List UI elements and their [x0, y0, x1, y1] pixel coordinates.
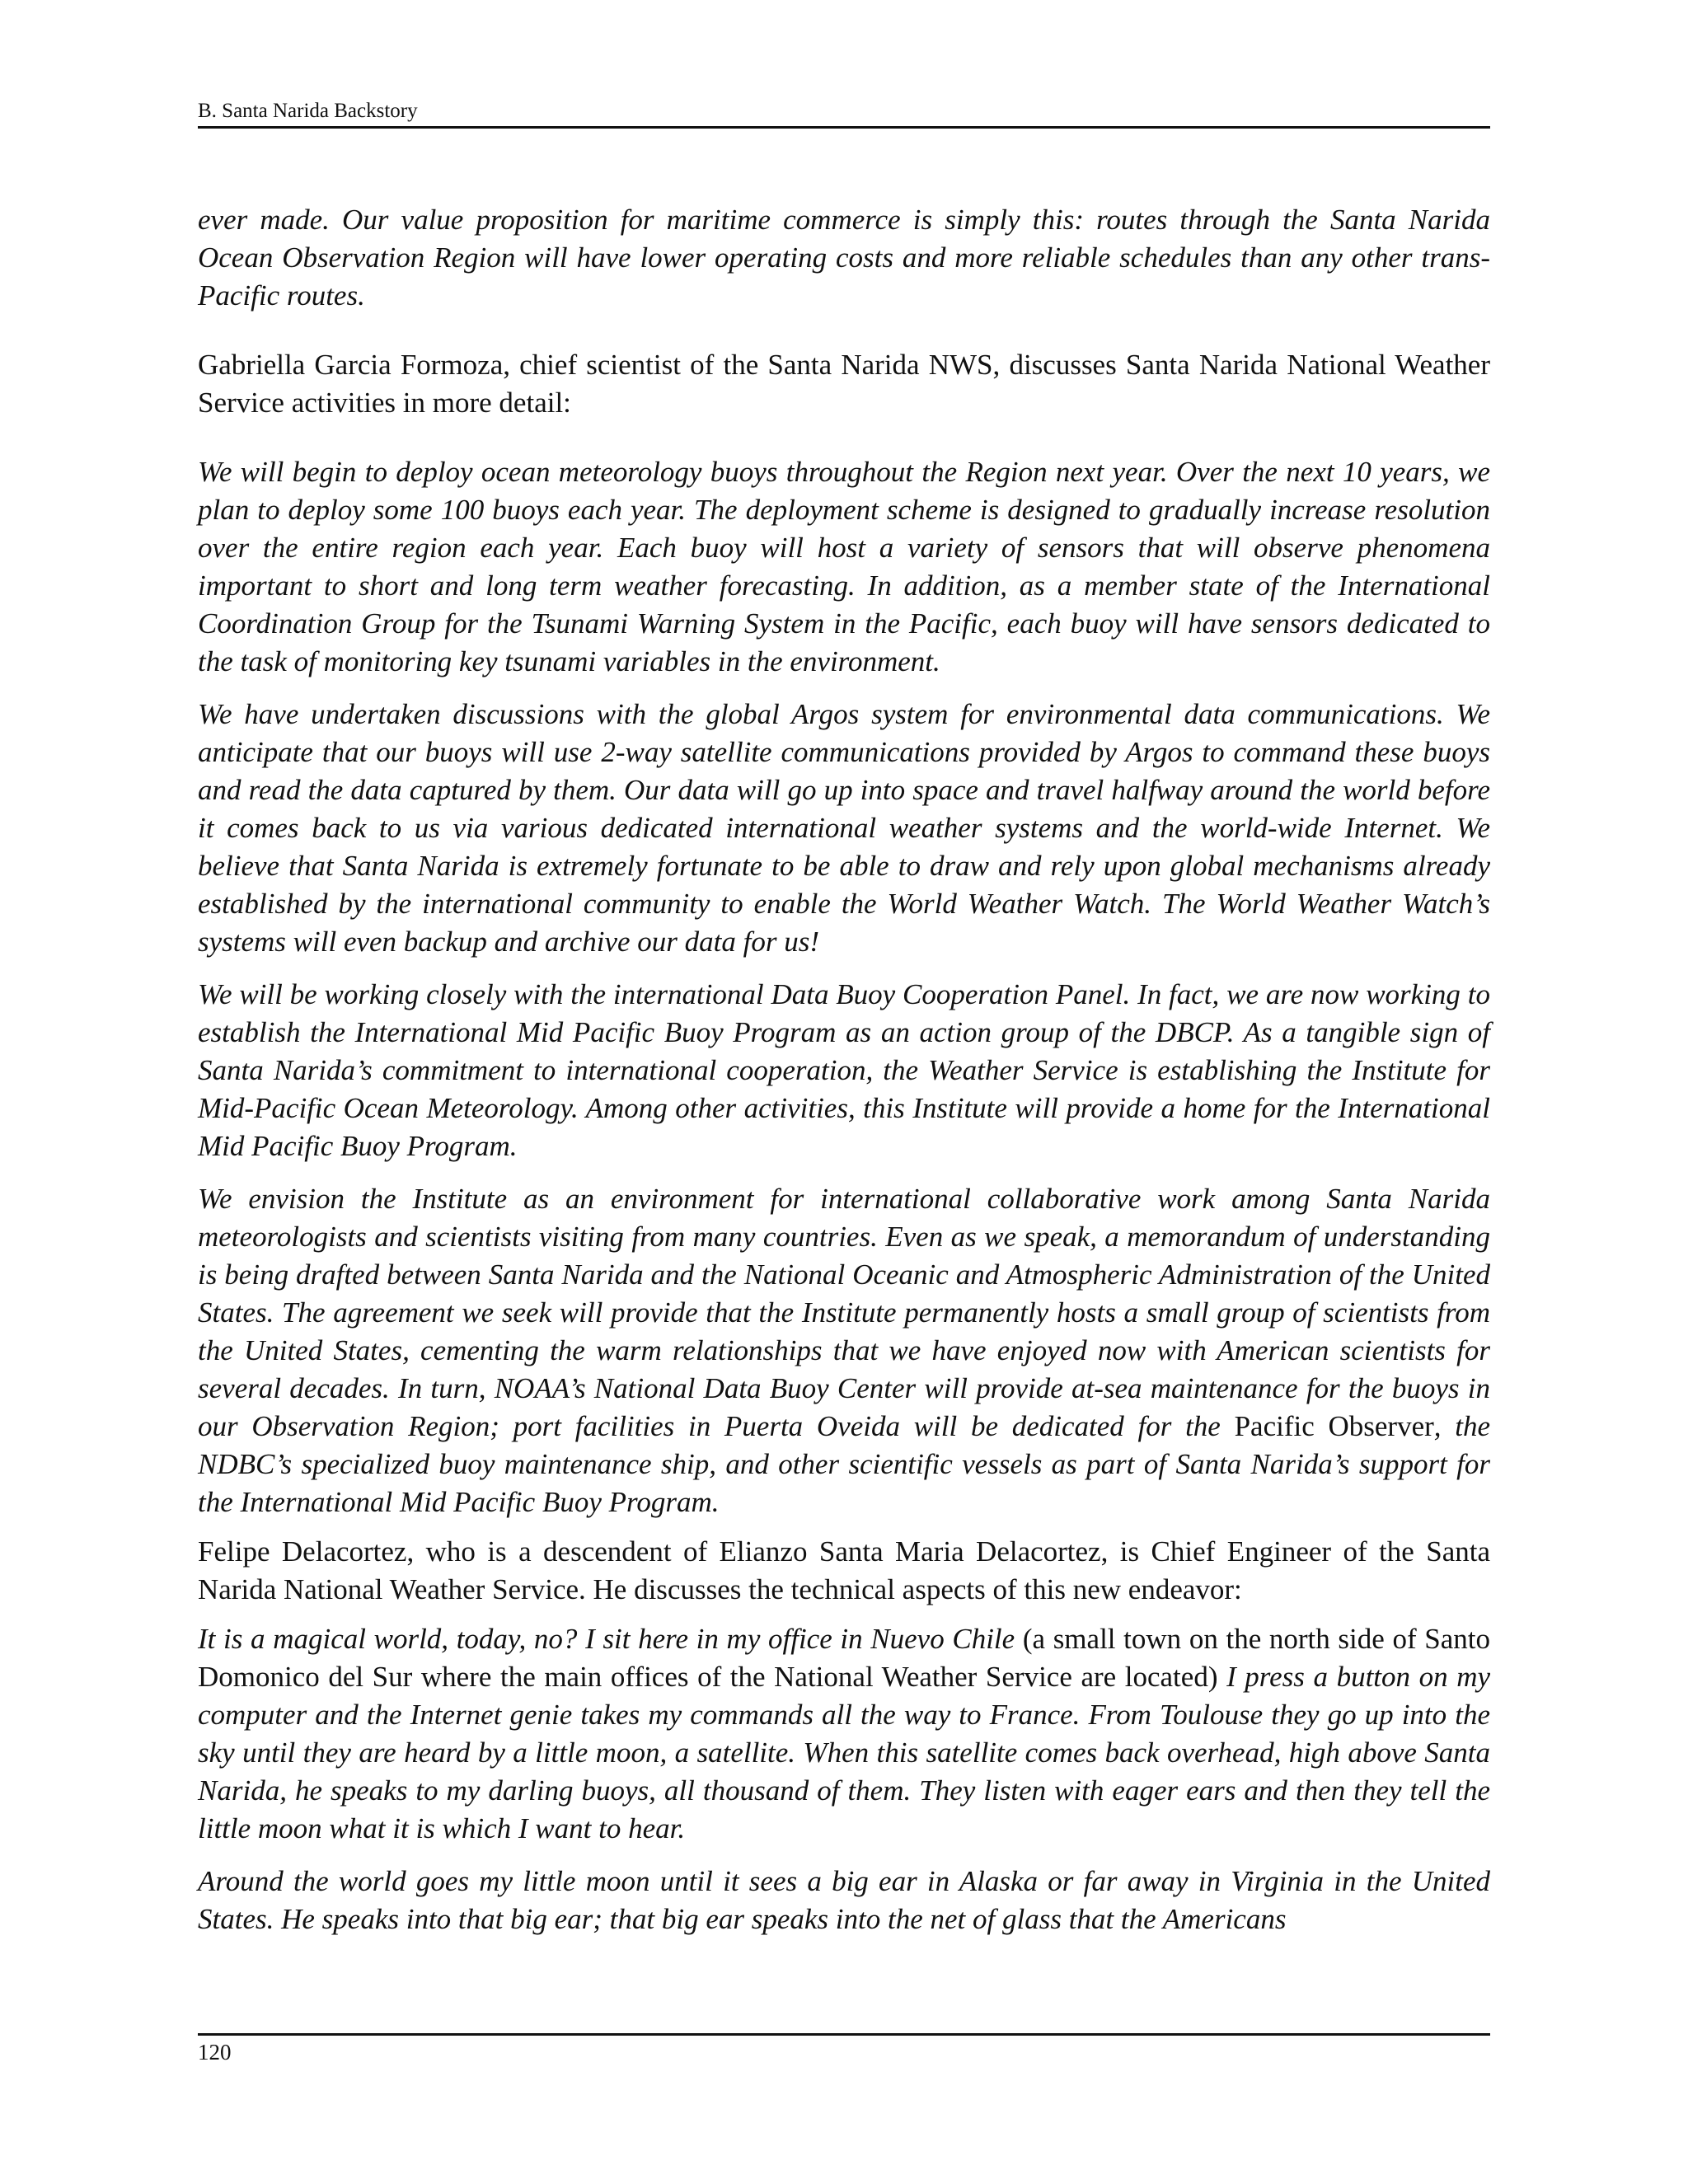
header-divider: [198, 126, 1490, 129]
page-body: [198, 201, 1490, 1938]
narrative-paragraph-delacortez-intro: Felipe Delacortez, who is a descendent of Elianzo Santa Maria Delacortez, is Chief Engineer of the Santa Narida National Weather Service. He discusses the technical aspects of this new endeavor:: [198, 1535, 1490, 1605]
magical-world-text-part-1: It is a magical world, today, no? I sit here in my office in Nuevo Chile: [198, 1623, 1023, 1655]
quote-paragraph-buoy-deployment: We will begin to deploy ocean meteorology buoys throughout the Region next year. Over the next 10 years, we plan to deploy some 100 buoys each year. The deployment scheme is designed to gradually increase resolution over the entire region each year. Each buoy will host a variety of sensors that will observe phenomena important to short and long term weather forecasting. In addition, as a member state of the International Coordination Group for the Tsunami Warning System in the Pacific, each buoy will have sensors dedicated to the task of monitoring key tsunami variables in the environment.: [198, 456, 1490, 677]
running-header: B. Santa Narida Backstory: [198, 100, 418, 122]
narrative-paragraph-formoza-intro: Gabriella Garcia Formoza, chief scientist of the Santa Narida NWS, discusses Santa Narida National Weather Service activities in more detail:: [198, 349, 1490, 419]
page-number: 120: [198, 2040, 232, 2064]
institute-text-part-1: We envision the Institute as an environment for international collaborative work among Santa Narida meteorologists and scientists visiting from many countries. Even as we speak, a memorandum of understanding is being drafted between Santa Narida and the National Oceanic and Atmospheric Administration of the United States. The agreement we seek will provide that the Institute permanently hosts a small group of scientists from the United States, cementing the warm relationships that we have enjoyed now with American scientists for several decades. In turn, NOAA’s National Data Buoy Center will provide at-sea maintenance for the buoys in our Observation Region; port facilities in Puerta Oveida will be dedicated for the: [198, 1183, 1490, 1442]
quote-paragraph-argos: We have undertaken discussions with the global Argos system for environmental data communications. We anticipate that our buoys will use 2-way satellite communications provided by Argos to command these buoys and read the data captured by them. Our data will go up into space and travel halfway around the world before it comes back to us via various dedicated international weather systems and the world-wide Internet. We believe that Santa Narida is extremely fortunate to be able to draw and rely upon global mechanisms already established by the international community to enable the World Weather Watch. The World Weather Watch’s systems will even backup and archive our data for us!: [198, 698, 1490, 958]
quote-paragraph-magical-world: [198, 1620, 1490, 1848]
nuevo-chile-aside: (a small town on the north side of Santo Domonico del Sur where the main offices of the National Weather Service are located): [198, 1623, 1490, 1693]
magical-world-text-part-2: I press a button on my computer and the Internet genie takes my commands all the way to France. From Toulouse they go up into the sky until they are heard by a little moon, a satellite. When this satellite comes back overhead, high above Santa Narida, he speaks to my darling buoys, all thousand of them. They listen with eager ears and then they tell the little moon what it is which I want to hear.: [198, 1661, 1491, 1844]
quote-paragraph-continuation: ever made. Our value proposition for maritime commerce is simply this: routes through the Santa Narida Ocean Observation Region will have lower operating costs and more reliable schedules than any other trans-Pacific routes.: [198, 204, 1490, 312]
quote-paragraph-dbcp: We will be working closely with the international Data Buoy Cooperation Panel. In fact, we are now working to establish the International Mid Pacific Buoy Program as an action group of the DBCP. As a tangible sign of Santa Narida’s commitment to international cooperation, the Weather Service is establishing the Institute for Mid-Pacific Ocean Meteorology. Among other activities, this Institute will provide a home for the International Mid Pacific Buoy Program.: [198, 978, 1490, 1162]
ship-name: Pacific Observer: [1234, 1410, 1434, 1442]
institute-text-part-2: , the NDBC’s specialized buoy maintenance ship, and other scientific vessels as part of Santa Narida’s support for the International Mid Pacific Buoy Program.: [198, 1410, 1491, 1518]
quote-paragraph-institute: [198, 1180, 1490, 1521]
footer-divider: [198, 2033, 1490, 2036]
quote-paragraph-little-moon: Around the world goes my little moon until it sees a big ear in Alaska or far away in Virginia in the United States. He speaks into that big ear; that big ear speaks into the net of glass that the Americans: [198, 1865, 1490, 1935]
